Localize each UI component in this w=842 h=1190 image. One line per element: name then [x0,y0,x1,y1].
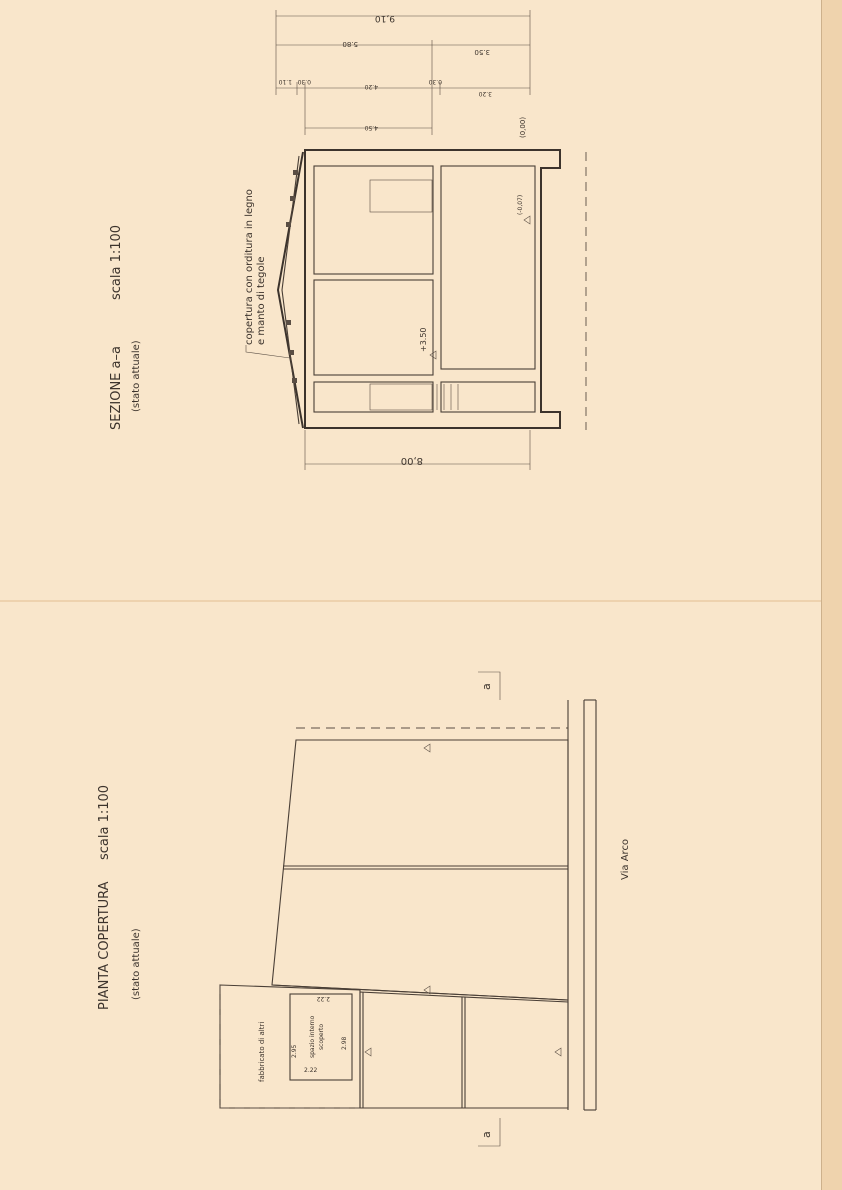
dim-450: 4.50 [364,124,378,131]
roof-plan [272,728,568,1000]
section-marker-bottom [478,1118,500,1146]
section-title: SEZIONE a–a [109,346,124,430]
dim-030a: 0.30 [297,78,311,85]
level-000: (0,00) [519,116,527,138]
dim-580: 5.80 [342,40,358,48]
section-titles [109,225,142,430]
dim-420: 4.20 [364,83,378,90]
dim-298: 2.98 [341,1036,348,1050]
dim-width: 8,00 [400,455,423,466]
label-space-2: scoperto [318,1023,325,1050]
dim-320: 3.20 [478,90,492,97]
roof-note-2: e manto di tegole [256,256,267,345]
dim-110: 1.10 [278,78,292,85]
plan-lower-bays [360,992,568,1108]
dim-total: 9,10 [374,13,395,23]
dim-295: 2.95 [291,1044,298,1058]
section-roof [244,152,303,428]
section-walls [305,150,586,430]
section-marker-top [478,672,500,700]
roof-note-1: copertura con orditura in legno [244,189,255,345]
plan-scale: scala 1:100 [97,784,112,860]
street-name: Via Arco [620,838,631,880]
section-dimensions-top [276,10,530,138]
label-building: fabbricato di altri [258,1021,266,1082]
plan-subtitle: (stato attuale) [131,928,142,1000]
svg-text:a: a [480,683,493,690]
plan-titles [97,785,142,1010]
level-350: +3.50 [419,327,428,352]
section-subtitle: (stato attuale) [131,340,142,412]
plan-title: PIANTA COPERTURA [97,881,112,1010]
dim-030b: 0.30 [428,78,442,85]
level-007: (-0,07) [517,194,524,215]
dim-350: 3.50 [474,48,490,56]
street [568,700,631,1110]
label-space-1: spazio interno [309,1015,316,1058]
section-scale: scala 1:100 [109,224,124,300]
dim-222b: 2.22 [304,1067,318,1074]
svg-text:a: a [480,1131,493,1138]
section-dimension-width [305,430,530,470]
dim-222a: 2.22 [316,995,330,1002]
plan-courtyard [220,985,360,1108]
